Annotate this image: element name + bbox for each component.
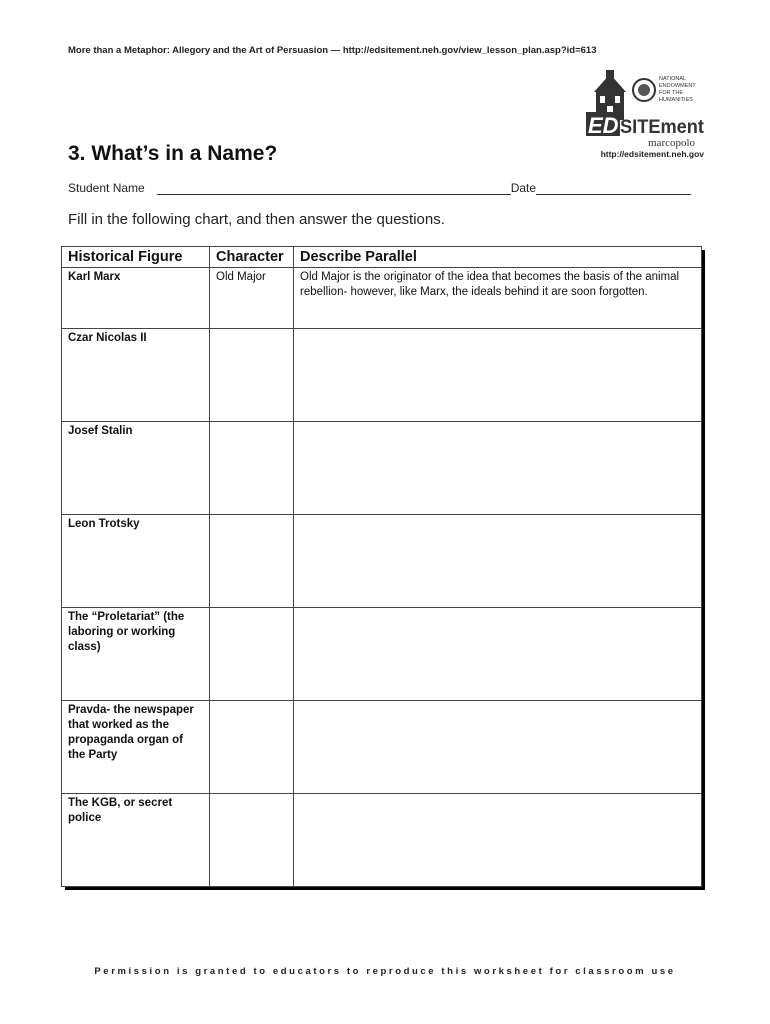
svg-text:FOR THE: FOR THE — [659, 90, 684, 96]
column-header-describe-parallel: Describe Parallel — [294, 247, 702, 268]
table-row — [62, 329, 702, 422]
parallel-cell[interactable] — [294, 794, 702, 887]
historical-figure-cell: The “Proletariat” (the laboring or working class) — [62, 608, 210, 701]
page-title: 3. What’s in a Name? — [68, 142, 278, 165]
date-label: Date — [510, 181, 537, 195]
svg-text:ED: ED — [588, 113, 619, 138]
parallels-table-container — [61, 246, 701, 886]
student-name-field[interactable] — [157, 182, 511, 195]
page-header: More than a Metaphor: Allegory and the Art of Persuasion — http://edsitement.neh.gov/view_lesson_plan.asp?id=613 — [68, 45, 597, 56]
svg-text:HUMANITIES: HUMANITIES — [659, 97, 693, 103]
table-row — [62, 515, 702, 608]
table-row — [62, 608, 702, 701]
historical-figure-cell: The KGB, or secret police — [62, 794, 210, 887]
student-info-row — [68, 181, 691, 195]
historical-figure-cell: Josef Stalin — [62, 422, 210, 515]
svg-text:ENDOWMENT: ENDOWMENT — [659, 83, 696, 89]
parallel-cell[interactable] — [294, 515, 702, 608]
character-cell[interactable] — [210, 329, 294, 422]
table-row — [62, 794, 702, 887]
svg-text:NATIONAL: NATIONAL — [659, 76, 687, 82]
character-cell[interactable]: Old Major — [210, 268, 294, 329]
instructions: Fill in the following chart, and then answer the questions. — [68, 211, 445, 228]
parallel-cell[interactable] — [294, 422, 702, 515]
historical-figure-cell: Pravda- the newspaper that worked as the propaganda organ of the Party — [62, 701, 210, 794]
character-cell[interactable] — [210, 701, 294, 794]
svg-text:SITEment: SITEment — [620, 117, 705, 138]
character-cell[interactable] — [210, 422, 294, 515]
column-header-character: Character — [210, 247, 294, 268]
svg-text:marcopolo: marcopolo — [648, 137, 696, 149]
historical-figure-cell: Czar Nicolas II — [62, 329, 210, 422]
table-row — [62, 268, 702, 329]
parallel-cell[interactable] — [294, 608, 702, 701]
parallel-cell[interactable]: Old Major is the originator of the idea that becomes the basis of the animal rebellion- however, like Marx, the ideals behind it are soon forgotten. — [294, 268, 702, 329]
table-header-row — [62, 247, 702, 268]
character-cell[interactable] — [210, 608, 294, 701]
historical-figure-cell: Leon Trotsky — [62, 515, 210, 608]
parallels-table — [61, 246, 702, 887]
date-field[interactable] — [536, 182, 691, 195]
historical-figure-cell: Karl Marx — [62, 268, 210, 329]
parallel-cell[interactable] — [294, 329, 702, 422]
permission-footer: Permission is granted to educators to reproduce this worksheet for classroom use — [94, 966, 676, 977]
student-name-label: Student Name — [68, 181, 145, 195]
character-cell[interactable] — [210, 515, 294, 608]
table-row — [62, 701, 702, 794]
table-row — [62, 422, 702, 515]
parallel-cell[interactable] — [294, 701, 702, 794]
logo-url: http://edsitement.neh.gov — [600, 149, 704, 159]
column-header-historical-figure: Historical Figure — [62, 247, 210, 268]
character-cell[interactable] — [210, 794, 294, 887]
